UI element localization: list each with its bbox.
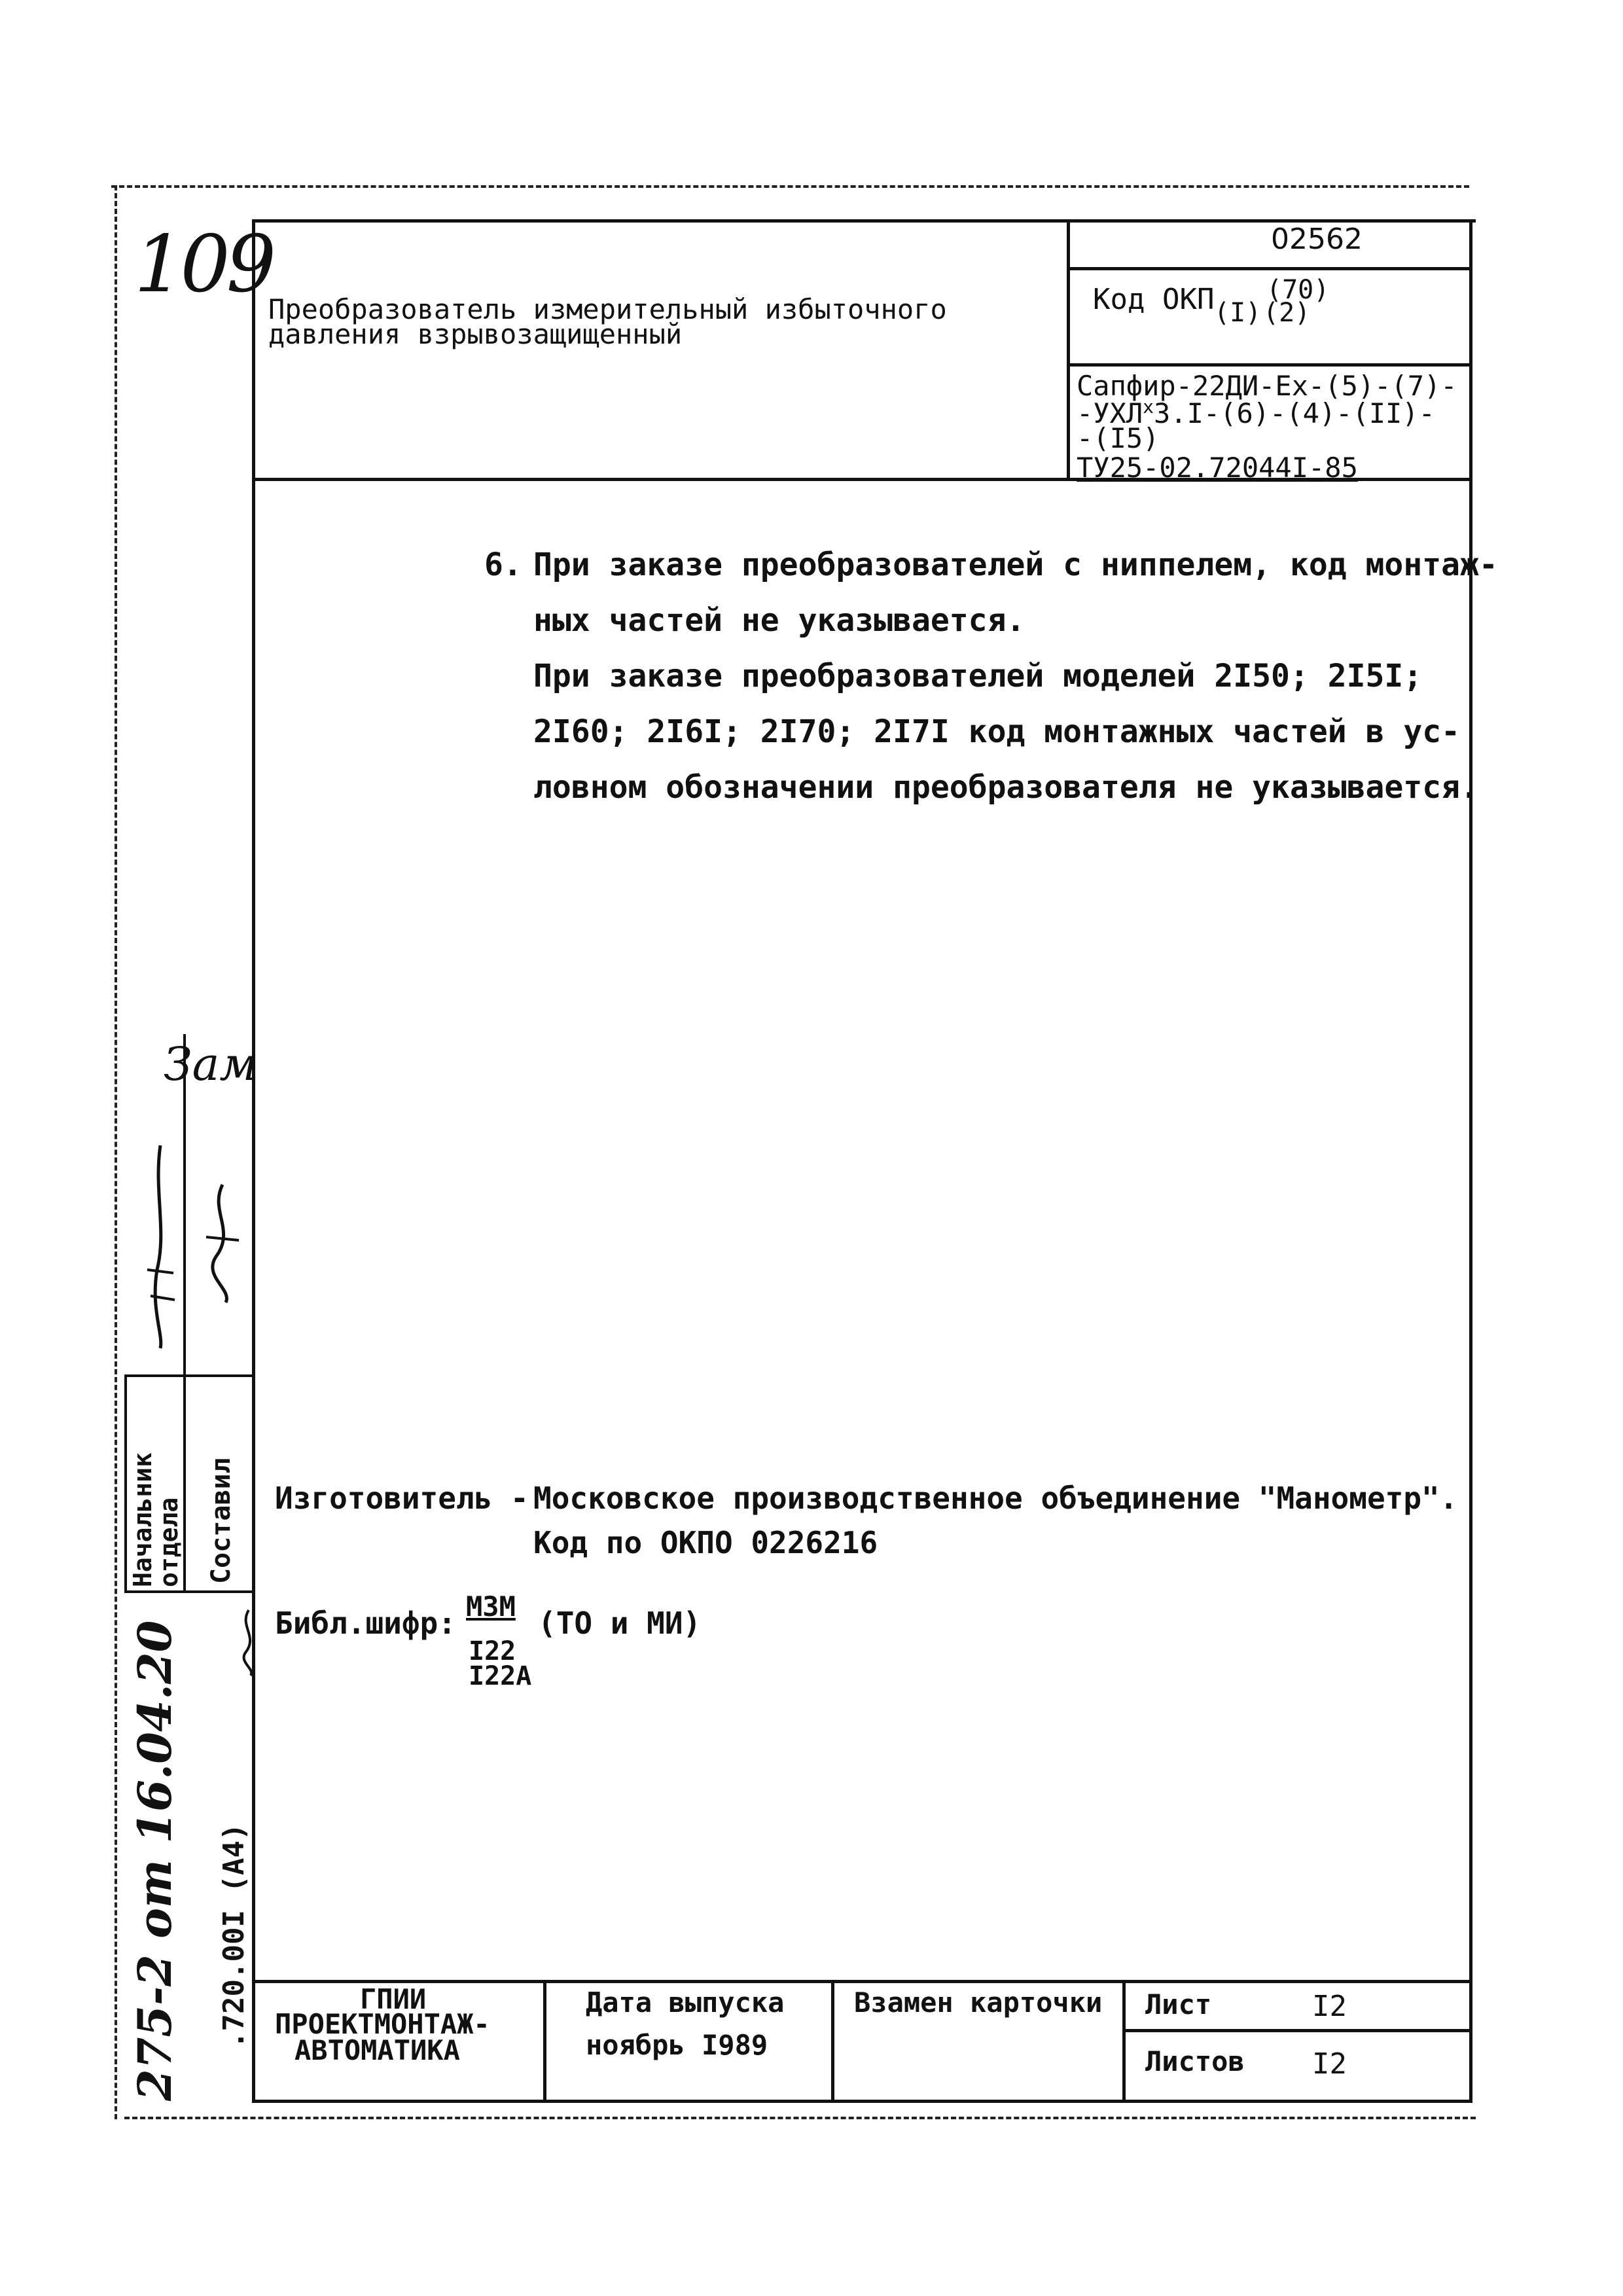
main-frame-bottom <box>252 2100 1472 2103</box>
body-line-4: 2I60; 2I6I; 2I70; 2I7I код монтажных частей в ус- <box>533 713 1461 750</box>
sheets-value: I2 <box>1312 2047 1347 2081</box>
tu-number: ТУ25-02.72044I-85 <box>1077 452 1358 484</box>
frame-bottom <box>124 2117 1476 2119</box>
header-row2-line <box>1067 363 1472 367</box>
sheets-label: Листов <box>1145 2045 1245 2077</box>
main-frame-left <box>252 219 255 2103</box>
footer-org-line1: ГПИИ <box>360 1983 427 2015</box>
okp-sub: (I) <box>1214 298 1262 328</box>
release-value: ноябрь I989 <box>586 2029 768 2061</box>
manufacturer-label: Изготовитель - <box>275 1480 529 1516</box>
signature-top: Зам <box>164 1037 258 1091</box>
item-number: 6. <box>484 547 522 583</box>
manufacturer-value: Московское производственное объединение "Манометр". <box>533 1480 1458 1516</box>
footer-div-1 <box>543 1980 546 2103</box>
footer-div-2 <box>831 1980 834 2103</box>
signature-head <box>134 1139 187 1355</box>
library-suffix: (ТО и МИ) <box>538 1605 702 1641</box>
doc-code: .720.00I (А4) <box>217 1823 251 2049</box>
okp-sup: (70) <box>1266 275 1330 305</box>
frame-left <box>115 185 117 2119</box>
side-col-line-bottom <box>124 1590 254 1593</box>
library-denominator-2: I22А <box>469 1661 532 1691</box>
body-line-1: При заказе преобразователей с ниппелем, код монтаж- <box>533 547 1498 583</box>
okp-sub2: (2) <box>1263 298 1311 328</box>
compiled-by-label: Составил <box>206 1458 236 1584</box>
footer-org-line2: ПРОЕКТМОНТАЖ- <box>275 2008 490 2040</box>
signature-small <box>232 1607 265 1679</box>
designation-line2-start: -УХЛ <box>1077 397 1143 429</box>
release-label: Дата выпуска <box>586 1986 785 2018</box>
designation-line1: Сапфир-22ДИ-Ex-(5)-(7)- <box>1077 370 1457 402</box>
sheet-value: I2 <box>1312 1990 1347 2023</box>
header-row1-line <box>1067 267 1472 270</box>
library-label: Библ.шифр: <box>275 1605 456 1641</box>
footer-sheet-row-line <box>1122 2029 1472 2032</box>
main-frame-right <box>1469 219 1472 2103</box>
side-col-left <box>124 1374 127 1590</box>
product-name-line1: Преобразователь измерительный избыточного <box>268 293 947 325</box>
body-line-3: При заказе преобразователей моделей 2I50; 2I5I; <box>533 658 1423 694</box>
sheet-label: Лист <box>1145 1988 1212 2020</box>
hand-note: 275-2 от 16.04.20 <box>128 1620 182 2101</box>
designation-line2-end: 3.I-(6)-(4)-(II)- <box>1154 397 1435 429</box>
code-number: 02562 <box>1271 223 1363 256</box>
designation-sup: x <box>1143 396 1154 418</box>
body-line-5: ловном обозначении преобразователя не указывается. <box>533 769 1479 806</box>
library-denominator-1: I22 <box>469 1636 516 1666</box>
side-col-line-top <box>124 1374 254 1377</box>
head-of-dept-label: Начальник отдела <box>128 1452 183 1587</box>
footer-org-line3: АВТОМАТИКА <box>294 2034 460 2066</box>
designation-line3: -(I5) <box>1077 422 1160 454</box>
replaces-label: Взамен карточки <box>854 1986 1103 2018</box>
page-number-handwritten: 109 <box>134 219 273 310</box>
footer-div-3 <box>1122 1980 1126 2103</box>
header-divider-vertical <box>1067 219 1070 481</box>
okpo-line: Код по ОКПО 0226216 <box>533 1525 878 1560</box>
signature-compiler <box>196 1178 249 1309</box>
library-numerator: МЗМ <box>466 1590 516 1623</box>
body-line-2: ных частей не указывается. <box>533 602 1026 639</box>
footer-top-line <box>252 1980 1472 1983</box>
frame-top <box>111 185 1469 188</box>
okp-label: Код ОКП <box>1093 283 1215 316</box>
product-name-line2: давления взрывозащищенный <box>268 318 683 350</box>
